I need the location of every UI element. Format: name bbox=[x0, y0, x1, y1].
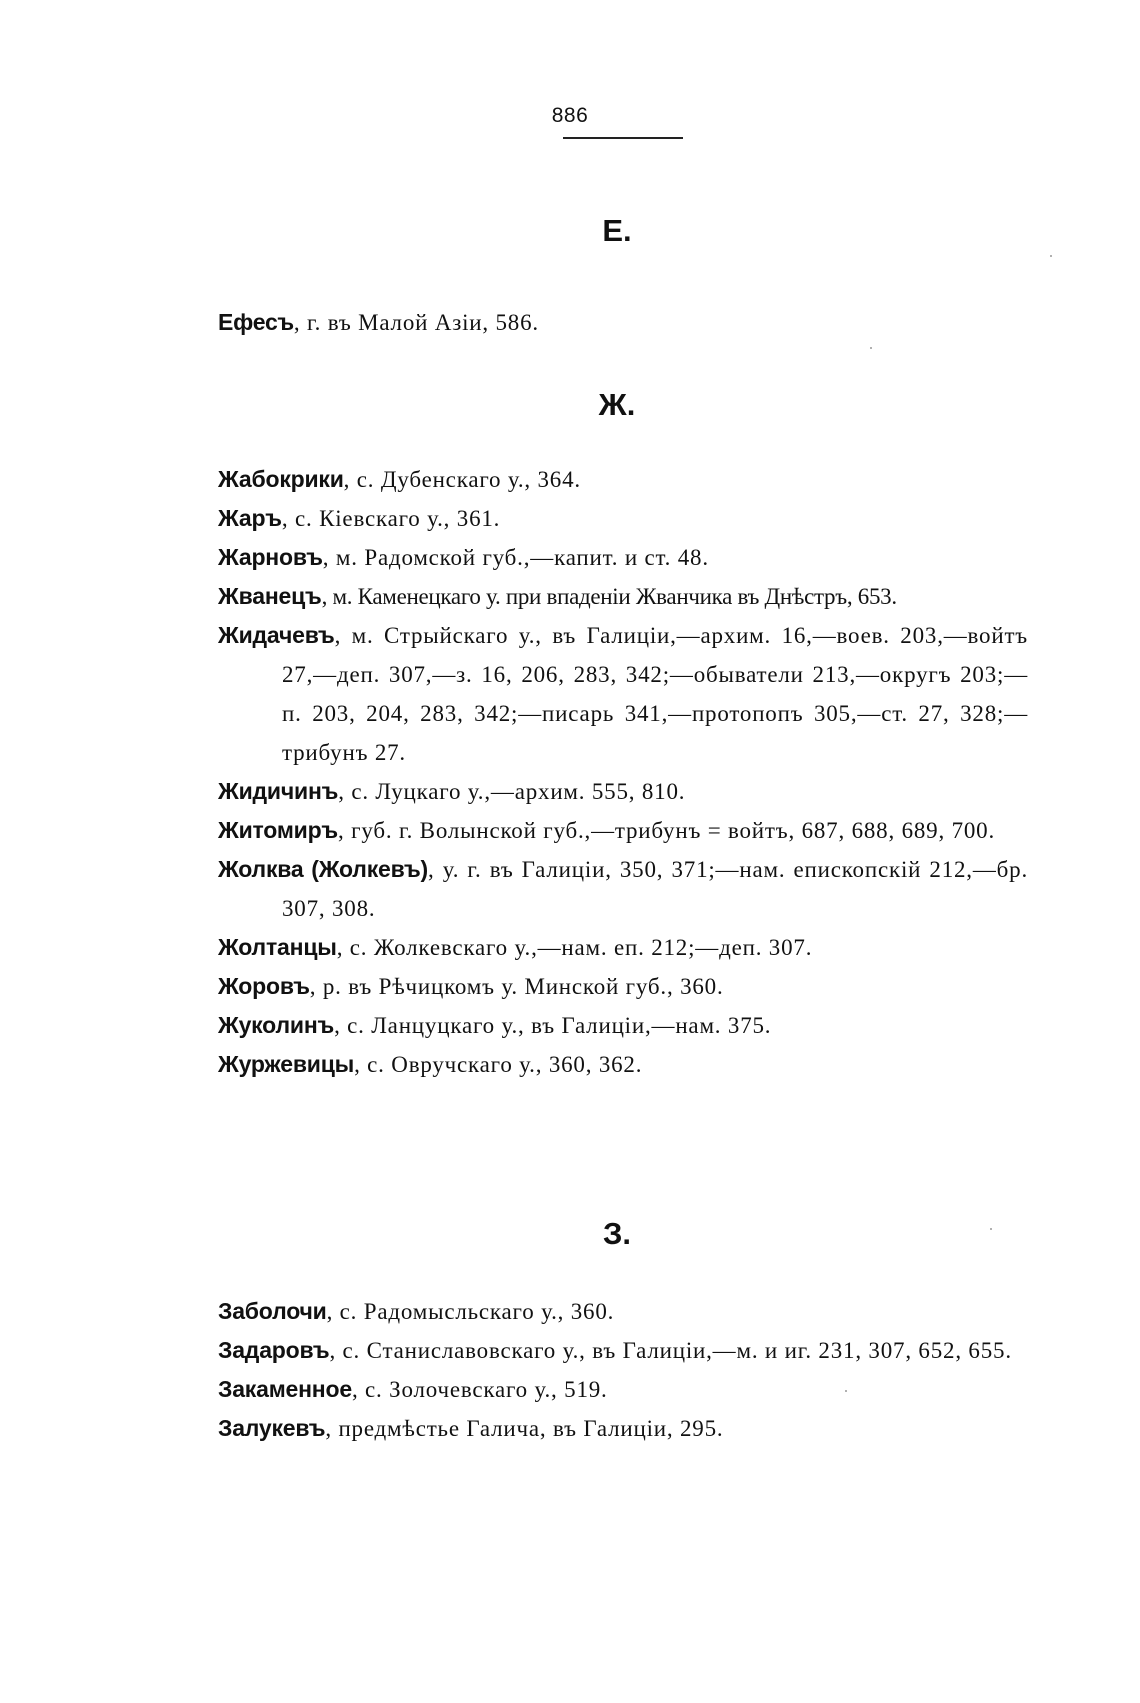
section-heading-ze: З. bbox=[602, 1216, 632, 1251]
entry-headword: Жоровъ bbox=[218, 973, 310, 999]
entry-headword: Жаръ bbox=[218, 505, 282, 531]
index-entry bbox=[218, 1292, 1028, 1331]
entry-text: , м. Каменецкаго у. при впаденіи Жванчика въ Днѣстръ, 653. bbox=[321, 584, 897, 609]
entry-text: , предмѣстье Галича, въ Галиціи, 295. bbox=[325, 1416, 724, 1441]
scan-speck bbox=[1050, 255, 1052, 257]
section-ye-entries bbox=[218, 303, 1028, 342]
entry-text: , с. Радомысльскаго у., 360. bbox=[326, 1299, 615, 1324]
index-entry bbox=[218, 616, 1028, 772]
index-entry bbox=[218, 967, 1028, 1006]
index-entry bbox=[218, 577, 1028, 616]
index-entry bbox=[218, 1370, 1028, 1409]
index-entry bbox=[218, 811, 1028, 850]
index-entry bbox=[218, 928, 1028, 967]
entry-text: , с. Кіевскаго у., 361. bbox=[281, 506, 501, 531]
index-entry bbox=[218, 303, 1028, 342]
entry-headword: Залукевъ bbox=[218, 1415, 326, 1441]
entry-headword: Заболочи bbox=[218, 1298, 327, 1324]
entry-text: , с. Станиславовскаго у., въ Галиціи,—м. и иг. 231, 307, 652, 655. bbox=[329, 1338, 1012, 1363]
entry-text: , с. Жолкевскаго у.,—нам. еп. 212;—деп. 307. bbox=[336, 935, 813, 960]
entry-text: , с. Луцкаго у.,—архим. 555, 810. bbox=[338, 779, 686, 804]
entry-headword: Жабокрики bbox=[218, 466, 344, 492]
entry-text: , с. Овручскаго у., 360, 362. bbox=[354, 1052, 643, 1077]
entry-headword: Жолква (Жолкевъ) bbox=[218, 856, 429, 882]
index-entry bbox=[218, 1045, 1028, 1084]
entry-headword: Жидичинъ bbox=[218, 778, 339, 804]
index-entry bbox=[218, 1331, 1028, 1370]
index-entry bbox=[218, 460, 1028, 499]
entry-headword: Жолтанцы bbox=[218, 934, 337, 960]
section-zhe-entries bbox=[218, 460, 1028, 1084]
entry-headword: Жарновъ bbox=[218, 544, 323, 570]
section-heading-zhe: Ж. bbox=[598, 387, 636, 422]
entry-text: , с. Золочевскаго у., 519. bbox=[351, 1377, 608, 1402]
entry-text: , губ. г. Волынской губ.,—трибунъ = войтъ, 687, 688, 689, 700. bbox=[338, 818, 996, 843]
section-heading-ye: Е. bbox=[602, 213, 632, 248]
entry-text: , у. г. въ Галиціи, 350, 371;—нам. епископскій 212,—бр. 307, 308. bbox=[282, 857, 1028, 921]
entry-text: , г. въ Малой Азіи, 586. bbox=[293, 310, 539, 335]
index-entry bbox=[218, 772, 1028, 811]
scan-speck bbox=[845, 1390, 847, 1392]
index-entry bbox=[218, 850, 1028, 928]
entry-headword: Жванецъ bbox=[218, 583, 322, 609]
entry-text: , м. Радомской губ.,—капит. и ст. 48. bbox=[322, 545, 709, 570]
index-entry bbox=[218, 1006, 1028, 1045]
index-entry bbox=[218, 1409, 1028, 1448]
scan-speck bbox=[990, 1228, 992, 1230]
scan-speck bbox=[870, 347, 872, 349]
entry-text: , с. Дубенскаго у., 364. bbox=[343, 467, 581, 492]
entry-text: , м. Стрыйскаго у., въ Галиціи,—архим. 16,—воев. 203,—войтъ 27,—деп. 307,—з. 16, 206, 283, 342;—обыватели 213,—округъ 203;—п. 203, 204, 283, 342;—писарь 341,—протопопъ 305,—ст. 27, 328;—трибунъ 27. bbox=[282, 623, 1028, 765]
entry-headword: Жидачевъ bbox=[218, 622, 335, 648]
entry-text: , с. Ланцуцкаго у., въ Галиціи,—нам. 375. bbox=[334, 1013, 772, 1038]
entry-headword: Житомиръ bbox=[218, 817, 339, 843]
entry-text: , р. въ Рѣчицкомъ у. Минской губ., 360. bbox=[309, 974, 724, 999]
entry-headword: Жуколинъ bbox=[218, 1012, 335, 1038]
entry-headword: Журжевицы bbox=[218, 1051, 355, 1077]
entry-headword: Задаровъ bbox=[218, 1337, 330, 1363]
index-entry bbox=[218, 538, 1028, 577]
section-ze-entries bbox=[218, 1292, 1028, 1448]
page-number-rule bbox=[563, 137, 683, 139]
page-number: 886 bbox=[551, 104, 589, 127]
entry-headword: Ефесъ bbox=[218, 309, 294, 335]
index-entry bbox=[218, 499, 1028, 538]
entry-headword: Закаменное bbox=[218, 1376, 352, 1402]
